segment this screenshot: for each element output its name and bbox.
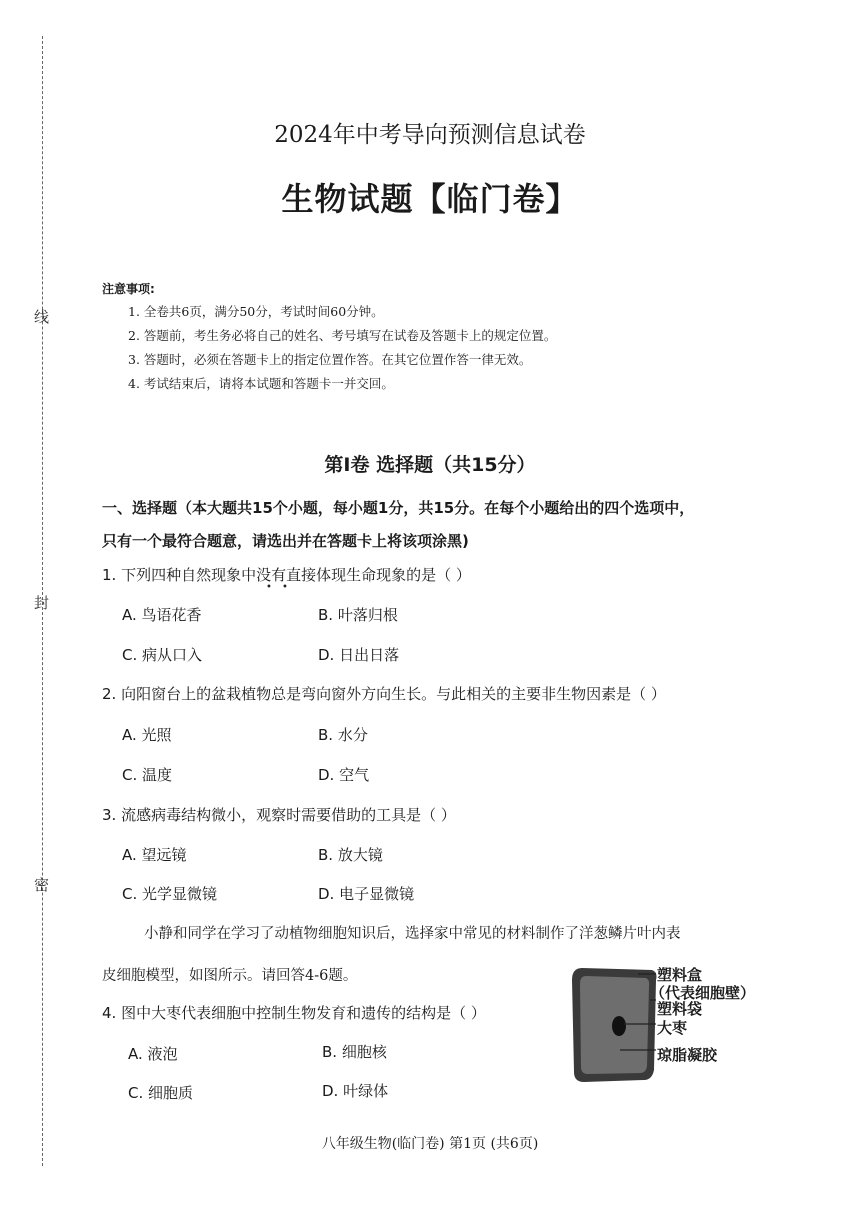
question-3-option-b: B. 放大镜 (318, 846, 383, 864)
question-1-option-d: D. 日出日落 (318, 646, 400, 664)
notes-heading: 注意事项: (102, 282, 155, 296)
side-label-seal: 封 (34, 594, 50, 612)
figure-label-cell-wall: （代表细胞壁） (650, 984, 756, 1002)
question-2-option-d: D. 空气 (318, 766, 370, 784)
question-2-option-c: C. 温度 (122, 766, 173, 784)
note-item: 4. 考试结束后，请将本试题和答题卡一并交回。 (128, 376, 394, 391)
figure-label-plastic-bag: 塑料袋 (657, 1000, 703, 1018)
question-3-option-d: D. 电子显微镜 (318, 885, 415, 903)
note-item: 3. 答题时，必须在答题卡上的指定位置作答。在其它位置作答一律无效。 (128, 352, 532, 367)
side-label-secret: 密 (34, 876, 50, 894)
figure-label-jujube: 大枣 (657, 1019, 688, 1037)
question-1-option-c: C. 病从口入 (122, 646, 203, 664)
jujube-shape (612, 1016, 626, 1036)
section-title: 第I卷 选择题（共15分） (324, 454, 536, 476)
question-4-stem: 4. 图中大枣代表细胞中控制生物发育和遗传的结构是（ ） (102, 1004, 486, 1022)
question-1-option-b: B. 叶落归根 (318, 606, 398, 624)
emphasis-dot: • (266, 582, 272, 593)
question-4-option-b: B. 细胞核 (322, 1043, 387, 1061)
question-2-stem: 2. 向阳窗台上的盆栽植物总是弯向窗外方向生长。与此相关的主要非生物因素是（ ） (102, 685, 666, 703)
question-3-option-a: A. 望远镜 (122, 846, 187, 864)
note-item: 1. 全卷共6页，满分50分，考试时间60分钟。 (128, 304, 384, 319)
question-2-option-a: A. 光照 (122, 726, 172, 744)
question-3-stem: 3. 流感病毒结构微小，观察时需要借助的工具是（ ） (102, 806, 456, 824)
note-item: 2. 答题前，考生务必将自己的姓名、考号填写在试卷及答题卡上的规定位置。 (128, 328, 557, 343)
question-4-option-c: C. 细胞质 (128, 1084, 194, 1102)
figure-label-agar-gel: 琼脂凝胶 (657, 1046, 718, 1064)
side-label-line: 线 (34, 308, 50, 326)
passage-line-1: 小静和同学在学习了动植物细胞知识后，选择家中常见的材料制作了洋葱鳞片叶内表 (144, 926, 681, 942)
exam-title: 2024年中考导向预测信息试卷 (274, 122, 586, 148)
question-1-option-a: A. 鸟语花香 (122, 606, 202, 624)
question-4-option-d: D. 叶绿体 (322, 1082, 389, 1100)
passage-line-2: 皮细胞模型，如图所示。请回答4-6题。 (102, 968, 358, 984)
question-3-option-c: C. 光学显微镜 (122, 885, 218, 903)
figure-label-plastic-box: 塑料盒 (657, 966, 703, 984)
instructions-line-1: 一、选择题（本大题共15个小题，每小题1分，共15分。在每个小题给出的四个选项中， (102, 499, 695, 517)
page-footer: 八年级生物(临门卷) 第1页 (共6页) (321, 1136, 539, 1152)
question-1-stem: 1. 下列四种自然现象中没有直接体现生命现象的是（ ） (102, 566, 471, 584)
question-4-option-a: A. 液泡 (128, 1045, 178, 1063)
question-2-option-b: B. 水分 (318, 726, 368, 744)
emphasis-dot: • (282, 582, 288, 593)
exam-subject-title: 生物试题【临门卷】 (281, 180, 579, 218)
instructions-line-2: 只有一个最符合题意，请选出并在答题卡上将该项涂黑) (102, 532, 469, 550)
